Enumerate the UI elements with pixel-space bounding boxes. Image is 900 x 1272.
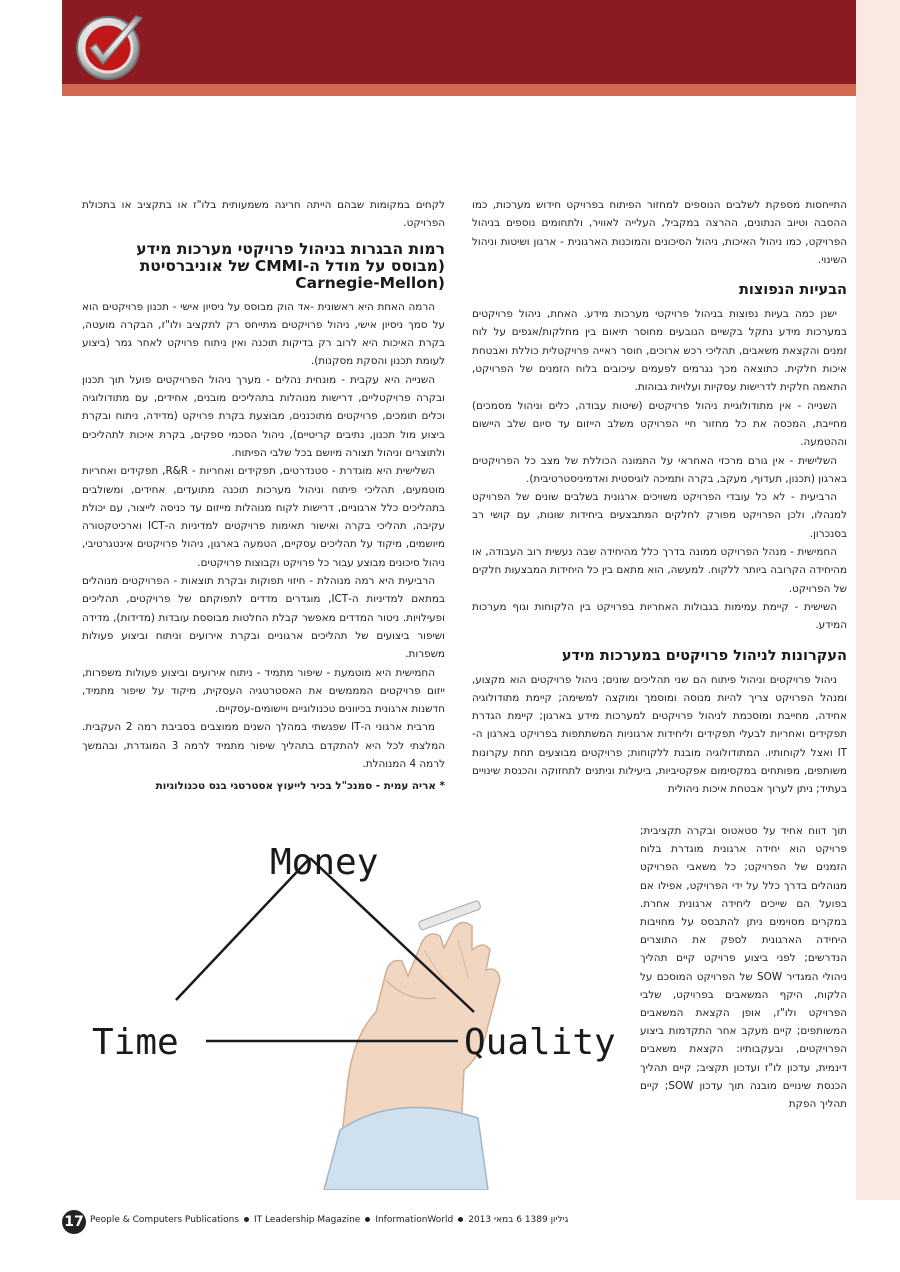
left-column bbox=[82, 196, 445, 796]
principles-paragraph: ניהול פרויקטים וניהול פיתוח הם שני תהליכים שונים; ניהול פרויקטים הוא מקצוע, ומנהל הפרויקט צריך להיות מנוסה ומוסמך ומוקצה למשימה; קיימת מתודולוגיה אחידה, מחייבת ומוסכמת לניהול פרויקטים למערכות מידע בארגון; קיימת הגדרת תפקידים ואחריות לבעלי תפקידים וליחידות ארגוניות המשתתפות בפרויקט בארגון ה-IT ואצל לקוחותיו. המתודולוגיה מובנת ללקוחות; פרויקטים מבוצעים תחת עקרונות משותפים, מפותחים במקסימום אפקטיביות, ביעילות וניתנים לתחזוקה והכנסת שינויים בעתיד; ניתן לערוך אבטחת איכות ניהולית bbox=[472, 673, 847, 796]
footer-infoworld: InformationWorld bbox=[375, 1215, 454, 1225]
margin-strip bbox=[856, 0, 900, 1200]
maturity-paragraph-1: הרמה האחת היא ראשונית -אד הוק מבוסס על ניסיון אישי - תכנון פרויקטים הוא על סמך ניסיון אישי, ניהול פרויקטים מתייחס רק לתקציב ולו"ז, הבקרה מועטה, בקרת האיכות היא לרוב רק בדיקות תוכנה ואין ניתוח פרויקט לאחר גמר (ביצוע לעומת תכנון והסקת מסקנות). bbox=[82, 300, 445, 368]
section-title-principles: העקרונות לניהול פרויקטים במערכות מידע bbox=[561, 647, 847, 664]
author-credit: * אריה עמית - סמנכ"ל בכיר לייעוץ אסטרטגי בנס טכנולוגיות bbox=[155, 780, 445, 793]
footer bbox=[62, 1210, 856, 1236]
right-intro: התייחסות מספקת לשלבים הנוספים למחזור הפיתוח בפרויקט חידוש מערכות, כמו ההסבה וטיוב הנתונים, ההרצה במקביל, העלייה לאוויר, ולתחומים נוספים בניהול הפרויקט, כמו ניהול האיכות, ניהול הסיכונים והמוכנות הארגונית - ארגון ושיטות וניהול השינוי. bbox=[472, 199, 847, 266]
word-time: Time bbox=[92, 1022, 179, 1063]
right-column bbox=[472, 196, 847, 799]
bullet-icon bbox=[365, 1217, 370, 1222]
footer-magazine: IT Leadership Magazine bbox=[254, 1215, 361, 1225]
footer-credits bbox=[90, 1215, 568, 1225]
footer-issue: גיליון 1389 6 במאי 2013 bbox=[468, 1215, 569, 1225]
word-quality: Quality bbox=[464, 1022, 616, 1063]
header-bar bbox=[62, 0, 856, 96]
wrap-column bbox=[640, 822, 847, 1113]
section-title-maturity-levels bbox=[82, 241, 445, 292]
maturity-title-line1: רמות הבגרות בניהול פרויקטי מערכות מידע bbox=[136, 239, 445, 258]
problems-paragraph-6: השישית - קיימת עמימות בגבולות האחריות בפרויקט בין הלקוחות וגוף מערכות המידע. bbox=[472, 600, 847, 632]
maturity-title-line3: Carnegie-Mellon) bbox=[295, 273, 445, 292]
problems-paragraph-2: השנייה - אין מתודולוגיית ניהול פרויקטים (שיטות עבודה, כלים וניהול מסמכים) מחייבת, המכסה את כל מחזור חיי הפרויקט משלב הייזום עד סיום שלב היישום וההטמעה. bbox=[472, 399, 847, 449]
checkmark-logo-icon bbox=[72, 8, 148, 84]
maturity-title-line2: (מבוסס על מודל ה-CMMI של אוניברסיטת bbox=[139, 256, 445, 275]
problems-paragraph-1: ישנן כמה בעיות נפוצות בניהול פרויקטי מערכות מידע. האחת, ניהול פרויקטים במערכות מידע נתקל בקשיים הנובעים מחוסר תיאום בין מחלקות/אגפים על לוח זמנים והקצאת משאבים, תהליכי רכש ארוכים, חוסר ראייה פרויקטלית כוללת ואבטחת איכות חלקית. כתוצאה מכך נגרמים לפעמים עיכובים בלוח הזמנים של הפרויקט, התאמה חלקית לדרישות עסקיות ועלויות גבוהות. bbox=[472, 308, 847, 394]
section-title-common-problems: הבעיות הנפוצות bbox=[738, 282, 847, 299]
maturity-paragraph-4: הרביעית היא רמה מנוהלת - חיזוי תפוקות ובקרת תוצאות - הפרויקטים מנוהלים במתאם למדיניות ה-ICT, מוגדרים מדדים לתפוקתם של פרויקטים, תהליכים ופעילויות. ניטור המדדים מאפשר קבלת החלטות מבוססת עובדות (מדידות), מדידה ושיפור ביצועים של תהליכים ארגוניים ובקרת אירועים וניתוח וביצוע פעולות משפרות. bbox=[82, 575, 445, 661]
page-number: 17 bbox=[62, 1210, 86, 1234]
header-accent-band bbox=[62, 84, 856, 96]
left-intro: לקחים במקומות שבהם הייתה חריגה משמעותית בלו"ז או בתקציב או בתכולת הפרויקט. bbox=[82, 199, 445, 230]
bullet-icon bbox=[458, 1217, 463, 1222]
maturity-paragraph-3: השלישית היא מוגדרת - סטנדרטים, תפקידים ואחריות - R&R, תפקידים ואחריות מוטמעים, תהליכי פיתוח וניהול מערכות תוכנה מתועדים, אחידים, ומשולבים בתהליכים כלל ארגוניים, דרישות לקוח מנוהלות מייזום עד כניסה לייצור, עם יכולת עקיבה, תהליכי בקרה ואישור תאימות פרויקטים למדיניות ה-ICT וארכיטקטורה מיושמים, מיקוד על תהליכים עסקיים, הטמעה בארגון, ניהול פרויקטים אינטגרטיבי, ניהול סיכונים מבוצע עבור כל פרויקט וקבוצות פרויקטים. bbox=[82, 465, 445, 569]
problems-paragraph-5: החמישית - מנהל הפרויקט ממונה בדרך כלל מהיחידה שבה נעשית רוב העבודה, או מהיחידה הקרובה ביותר ללקוח. למעשה, הוא מתאם בין כל היחידות המבצעות חלקים של הפרויקט. bbox=[472, 546, 847, 595]
word-money: Money bbox=[270, 842, 379, 883]
bullet-icon bbox=[244, 1217, 249, 1222]
maturity-paragraph-6: מרבית ארגוני ה-IT שפגשתי במהלך השנים ממוצבים בסביבת רמה 2 העקבית. המלצתי לכל היא להתקדם בתהליך שיפור מתמיד לרמה 3 המוגדרת, ובהמשך לרמה 4 המנוהלת. bbox=[82, 721, 445, 771]
footer-publisher: People & Computers Publications bbox=[90, 1215, 240, 1225]
problems-paragraph-3: השלישית - אין גורם מרכזי האחראי על התמונה הכוללת של מצב כל הפרויקטים בארגון (תכנון, תעדוף, מעקב, בקרה ותמיכה לוגיסטית ואדמיניסטרטיבית). bbox=[472, 454, 847, 485]
principles-continued: תוך דווח אחיד על סטאטוס ובקרה תקציבית; פרויקט הוא יחידה ארגונית מוגדרת בלוח הזמנים של הפרויקט; כל משאבי הפרויקט מנוהלים בדרך כלל על ידי הפרויקט, אפילו אם בפועל הם שייכים ליחידה ארגונית אחרת. במקרים מסוימים ניתן להתבסס על מחויבות היחידה הארגונית לספק את התוצרים הנדרשים; לפני ביצוע פרויקט קיים תהליך ניהולי המגדיר SOW של הפרויקט המוסכם על הלקוח, היקף המשאבים בפרויקט, שלבי הפרויקט ולו"ז, אופן הקצאת המשאבים המשותפים; קיים מעקב אחר התקדמות ביצוע הפרויקטים, ובעקבותיו: הקצאת משאבים דינמית, עדכון לו"ז ועדכון תקציב; קיים תהליך הכנסת שינויים מובנה תוך עדכון SOW; קיים תהליך הפקת bbox=[640, 825, 848, 1111]
maturity-paragraph-5: החמישית היא מוטמעת - שיפור מתמיד - ניתוח אירועים וביצוע פעולות משפרות, ייזום פרויקטים המממשים את האסטרטגיה העסקית, מיקוד על שיפור מתמיד, חדשנות ארגונית בכיוונים טכנולוגיים ויישומים-עסקיים. bbox=[82, 666, 445, 716]
maturity-paragraph-2: השנייה היא עקבית - מונחית נהלים - מערך ניהול הפרויקטים פועל תוך תכנון ובקרה פרויקטליים, דרישות מנוהלות בתהליכים מובנים, אחידים, עם מתודולוגיה וכלים תומכים, פרויקטים מתוכננים, מבוצעת בקרת פרויקט (מדידה, ניתוח ובקרת ביצוע מול תכנון, נתיבים קריטיים), ניהול הסכמי ספקים, בקרת איכות לתהליכים ולתוצרים וניהול תצורה מיושם בכל שלבי הפיתוח. bbox=[82, 373, 445, 459]
money-time-quality-illustration bbox=[86, 830, 626, 1190]
problems-paragraph-4: הרביעית - לא כל עובדי הפרויקט משויכים ארגונית בשלבים שונים של הפרויקט למנהלו, ולכן הפרויקט מפורק לחלקים המתבצעים ביחידות שונות, עם קושי רב בסנכרון. bbox=[472, 491, 847, 540]
